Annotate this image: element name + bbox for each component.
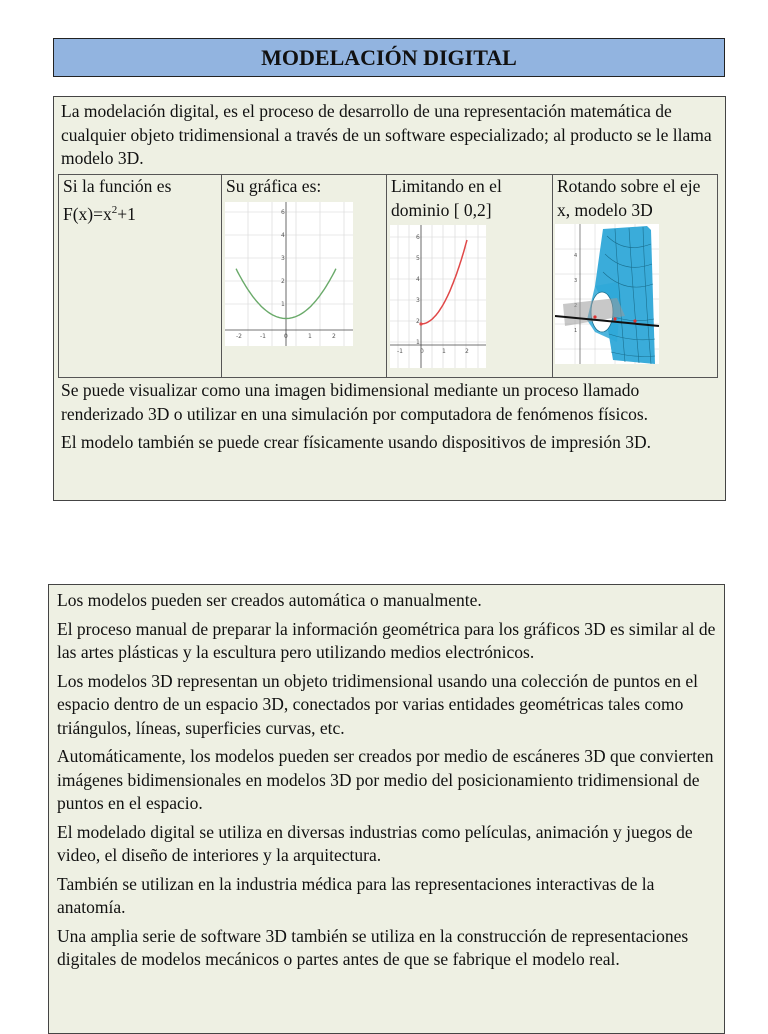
table-cell-function [59, 175, 222, 377]
parabola-x-tick: 1 [308, 333, 312, 340]
paragraph: El modelado digital se utiliza en diversas industrias como películas, animación y juegos de video, el diseño de interiores y la arquitectura. [57, 821, 693, 865]
restricted-y-tick: 3 [416, 297, 420, 304]
3d-label: Rotando sobre el eje x, modelo 3D [557, 176, 701, 220]
intro-paragraph: La modelación digital, es el proceso de desarrollo de una representación matemática de cualquier objeto tridimensional a través de un software especializado; al producto se le llama modelo 3D. [61, 101, 712, 168]
restricted-graph [390, 225, 486, 368]
function-formula: $F(x)=x^2+1$ [63, 204, 136, 224]
restricted-x-tick: -1 [397, 348, 403, 355]
table-cell-3d [553, 175, 717, 377]
svg-text:3: 3 [574, 278, 578, 284]
table-cell-graph [222, 175, 387, 377]
restricted-y-tick: 4 [416, 276, 420, 283]
restricted-x-tick: 0 [420, 348, 424, 355]
parabola-x-tick: -1 [260, 333, 266, 340]
domain-label: Limitando en el dominio [ 0,2] [391, 176, 502, 220]
function-table [58, 174, 718, 378]
restricted-x-tick: 2 [465, 348, 469, 355]
graph-label: Su gráfica es: [226, 176, 322, 196]
restricted-y-tick: 2 [416, 318, 420, 325]
paragraph: Los modelos pueden ser creados automática o manualmente. [57, 590, 482, 610]
svg-text:4: 4 [574, 253, 578, 259]
page-title: MODELACIÓN DIGITAL [53, 38, 725, 77]
intro-section [53, 96, 726, 501]
paragraph: El modelo también se puede crear físicamente usando dispositivos de impresión 3D. [61, 432, 651, 452]
parabola-x-tick: -2 [236, 333, 242, 340]
svg-text:1: 1 [574, 328, 578, 334]
parabola-y-tick: 1 [281, 301, 285, 308]
parabola-y-tick: 6 [281, 209, 285, 216]
parabola-graph [225, 202, 353, 346]
paragraph: Automáticamente, los modelos pueden ser creados por medio de escáneres 3D que convierten imágenes bidimensionales en modelos 3D por medio del posicionamiento tridimensional de puntos en el espacio. [57, 746, 714, 813]
paragraph: Se puede visualizar como una imagen bidimensional mediante un proceso llamado renderizado 3D o utilizar en una simulación por computadora de fenómenos físicos. [61, 380, 649, 424]
parabola-y-tick: 3 [281, 255, 285, 262]
restricted-start-point [419, 322, 422, 325]
restricted-x-tick: 1 [442, 348, 446, 355]
function-label: Si la función es [63, 176, 172, 196]
models-section [48, 584, 725, 1034]
parabola-x-tick: 2 [332, 333, 336, 340]
bottom-text [61, 379, 716, 460]
3d-model-image [555, 224, 659, 364]
restricted-y-tick: 1 [416, 339, 420, 346]
paragraph: También se utilizan en la industria médica para las representaciones interactivas de la anatomía. [57, 873, 655, 917]
table-cell-domain [387, 175, 553, 377]
parabola-y-tick: 4 [281, 232, 285, 239]
paragraph: Los modelos 3D representan un objeto tridimensional usando una colección de puntos en el espacio dentro de un espacio 3D, conectados por varias entidades geométricas tales como triángulos, líneas, superficies curvas, etc. [57, 670, 699, 738]
paragraph: Una amplia serie de software 3D también se utiliza en la construcción de representaciones digitales de modelos mecánicos o partes antes de que se fabrique el modelo real. [57, 925, 689, 969]
parabola-x-tick: 0 [284, 333, 288, 340]
paragraph: El proceso manual de preparar la información geométrica para los gráficos 3D es similar al de las artes plásticas y la escultura pero utilizando medios electrónicos. [57, 618, 716, 662]
restricted-y-tick: 6 [416, 234, 420, 241]
parabola-y-tick: 2 [281, 278, 285, 285]
restricted-y-tick: 5 [416, 255, 420, 262]
